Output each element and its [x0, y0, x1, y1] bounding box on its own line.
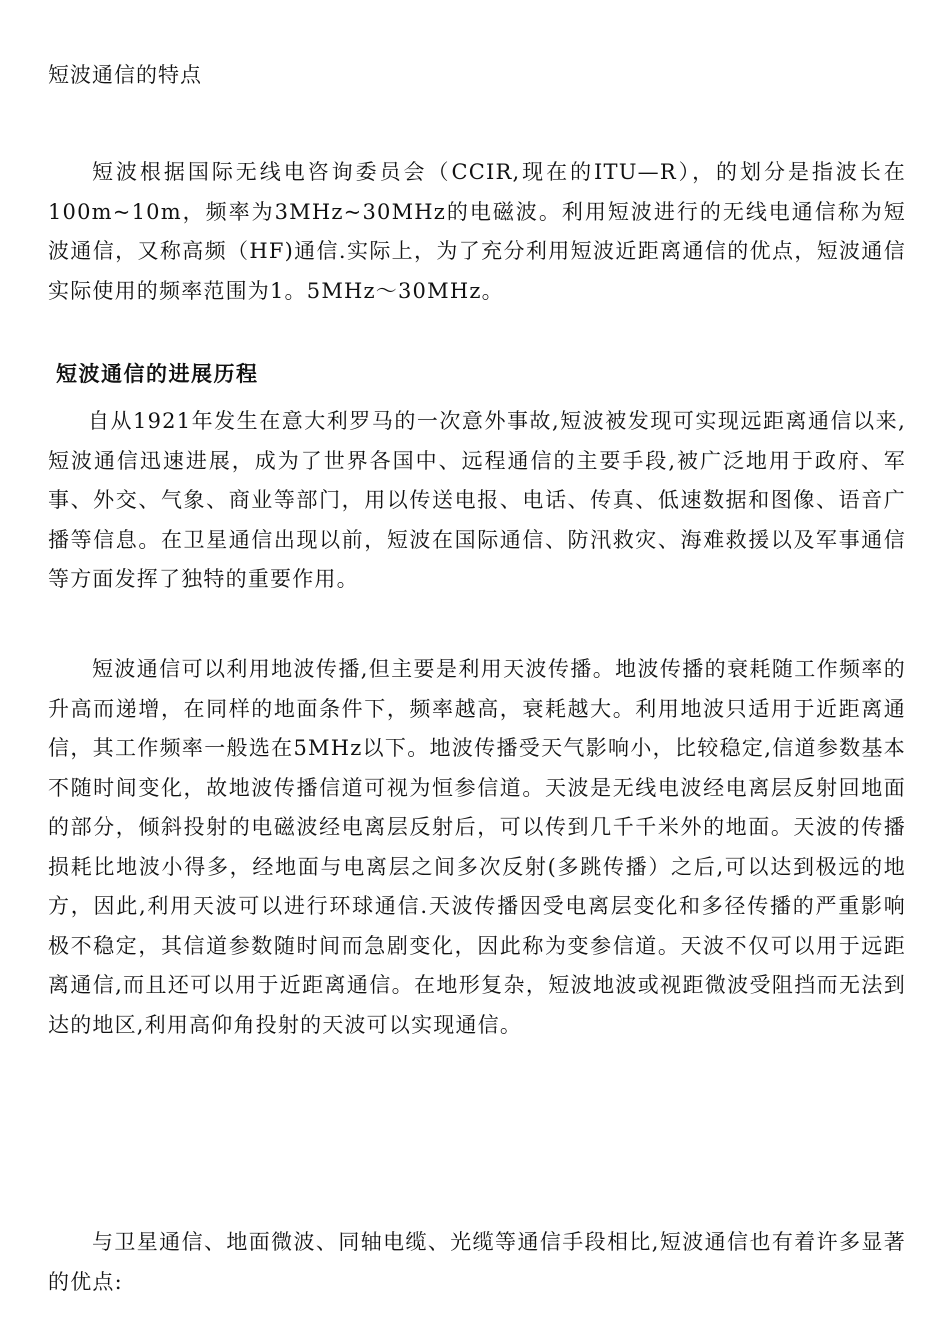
- history-paragraph: 自从1921年发生在意大利罗马的一次意外事故,短波被发现可实现远距离通信以来,短波通信迅速进展，成为了世界各国中、远程通信的主要手段,被广泛地用于政府、军事、外交、气象、商业等部门，用以传送电报、电话、传真、低速数据和图像、语音广播等信息。在卫星通信出现以前，短波在国际通信、防汛救灾、海难救援以及军事通信等方面发挥了独特的重要作用。: [48, 409, 906, 591]
- propagation-paragraph: 短波通信可以利用地波传播,但主要是利用天波传播。地波传播的衰耗随工作频率的升高而递增，在同样的地面条件下，频率越高，衰耗越大。利用地波只适用于近距离通信，其工作频率一般选在5MHz以下。地波传播受天气影响小，比较稳定,信道参数基本不随时间变化，故地波传播信道可视为恒参信道。天波是无线电波经电离层反射回地面的部分，倾斜投射的电磁波经电离层反射后，可以传到几千千米外的地面。天波的传播损耗比地波小得多，经地面与电离层之间多次反射(多跳传播）之后,可以达到极远的地方，因此,利用天波可以进行环球通信.天波传播因受电离层变化和多径传播的严重影响极不稳定，其信道参数随时间而急剧变化，因此称为变参信道。天波不仅可以用于远距离通信,而且还可以用于近距离通信。在地形复杂，短波地波或视距微波受阻挡而无法到达的地区,利用高仰角投射的天波可以实现通信。: [48, 657, 906, 1037]
- document-title: 短波通信的特点: [48, 63, 202, 87]
- section-heading: 短波通信的进展历程: [56, 361, 259, 386]
- intro-paragraph: 短波根据国际无线电咨询委员会（CCIR,现在的ITU—R），的划分是指波长在100m~10m，频率为3MHz~30MHz的电磁波。利用短波进行的无线电通信称为短波通信，又称高频（HF)通信.实际上，为了充分利用短波近距离通信的优点，短波通信实际使用的频率范围为1。5MHz～30MHz。: [48, 160, 906, 303]
- comparison-paragraph: 与卫星通信、地面微波、同轴电缆、光缆等通信手段相比,短波通信也有着许多显著的优点:: [48, 1230, 906, 1294]
